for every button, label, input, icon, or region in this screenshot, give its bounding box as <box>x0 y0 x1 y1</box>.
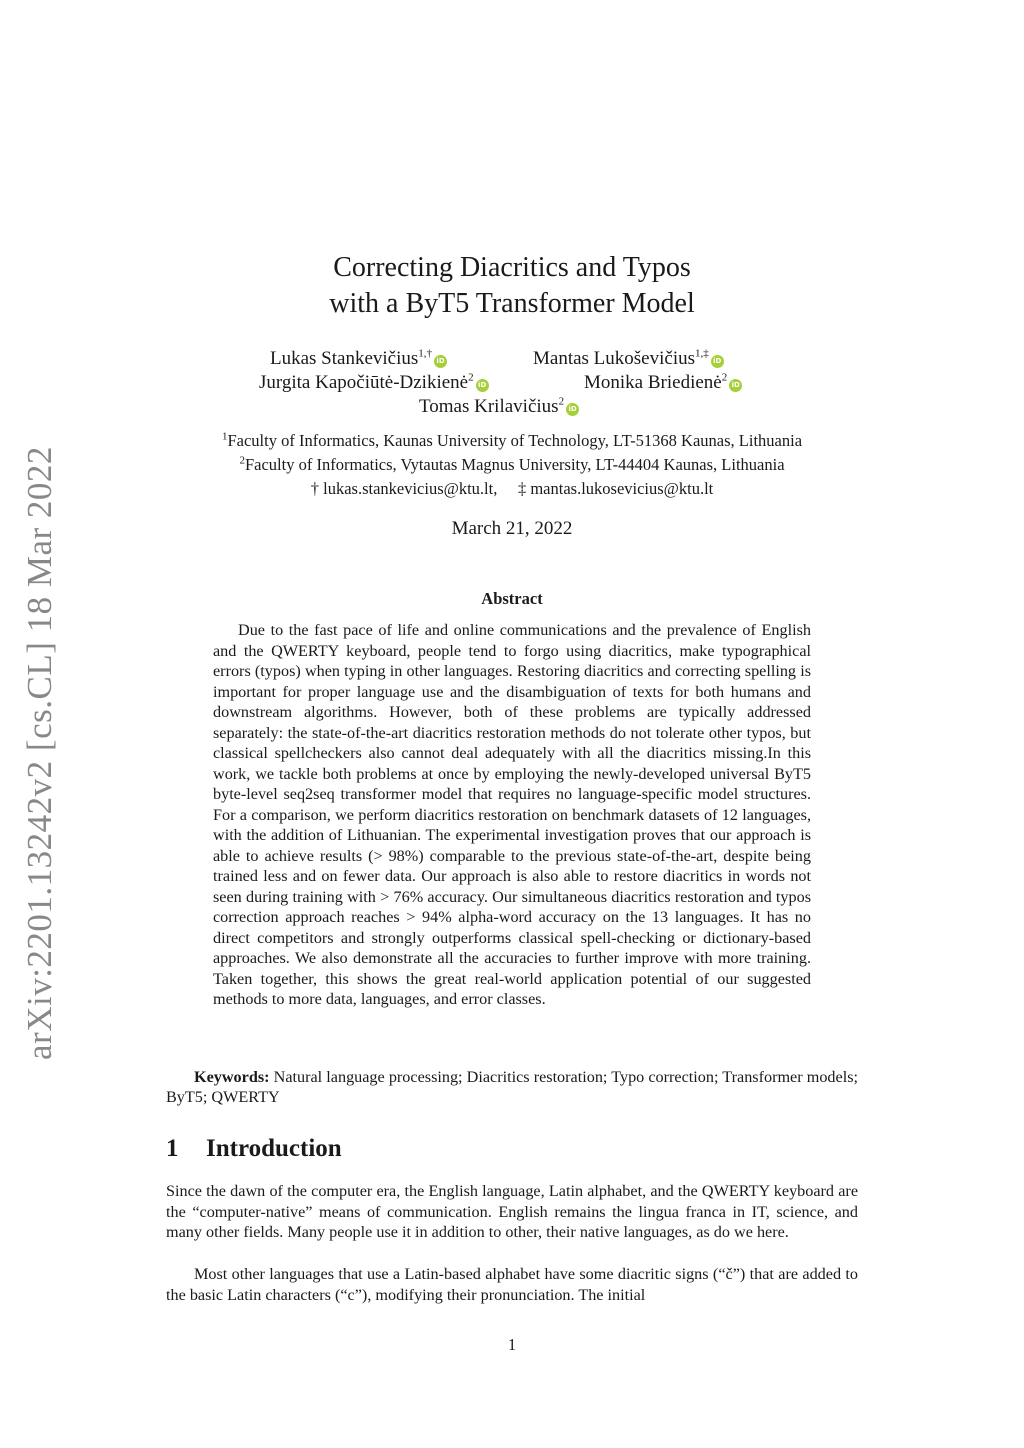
intro-paragraph-2: Most other languages that use a Latin-based alphabet have some diacritic signs (“č”) that are added to the basic Latin characters (“c”), modifying their pronunciation. The initial <box>166 1265 858 1304</box>
section-heading <box>166 1135 342 1163</box>
author-4 <box>584 372 742 394</box>
author-2 <box>533 348 724 370</box>
title-line-1: Correcting Diacritics and Typos <box>333 252 691 283</box>
keywords-label: Keywords: <box>194 1068 270 1086</box>
orcid-icon[interactable]: iD <box>729 379 742 392</box>
orcid-icon[interactable]: iD <box>711 355 724 368</box>
affiliation-1 <box>0 431 1024 451</box>
keywords <box>166 1067 858 1107</box>
email-link-2[interactable]: mantas.lukosevicius@ktu.lt <box>530 479 714 498</box>
section-title: Introduction <box>206 1135 342 1162</box>
author-name: Lukas Stankevičius <box>270 348 419 369</box>
author-name: Mantas Lukoševičius <box>533 348 696 369</box>
author-1 <box>270 348 447 370</box>
orcid-icon[interactable]: iD <box>476 379 489 392</box>
orcid-icon[interactable]: iD <box>566 403 579 416</box>
affiliation-sup: 2 <box>239 454 245 467</box>
author-name: Monika Briedienė <box>584 372 722 393</box>
author-sup: 2 <box>468 371 474 384</box>
author-name: Jurgita Kapočiūtė-Dzikienė <box>259 372 469 393</box>
paper-date: March 21, 2022 <box>451 518 573 539</box>
author-sup: 1,† <box>418 347 433 360</box>
author-sup: 2 <box>721 371 728 384</box>
affiliation-2 <box>0 455 1024 475</box>
section-number: 1 <box>166 1135 179 1162</box>
title-line-2: with a ByT5 Transformer Model <box>329 288 695 319</box>
keywords-text: Natural language processing; Diacritics restoration; Typo correction; Transformer models; ByT5; QWERTY <box>166 1068 858 1106</box>
orcid-icon[interactable]: iD <box>434 355 447 368</box>
affiliation-text: Faculty of Informatics, Kaunas University of Technology, LT-51368 Kaunas, Lithuania <box>227 431 803 450</box>
page-number: 1 <box>507 1335 517 1354</box>
email-line <box>0 479 1024 499</box>
arxiv-stamp-text: arXiv:2201.13242v2 [cs.CL] 18 Mar 2022 <box>20 446 59 1060</box>
author-name: Tomas Krilavičius <box>419 396 559 417</box>
abstract-heading: Abstract <box>481 589 543 608</box>
dagger-mark: † <box>310 479 319 498</box>
author-sup: 1,‡ <box>695 347 709 360</box>
affiliation-text: Faculty of Informatics, Vytautas Magnus University, LT-44404 Kaunas, Lithuania <box>244 455 785 474</box>
paper-title <box>0 250 1024 322</box>
double-dagger-mark: ‡ <box>517 479 527 498</box>
email-link-1[interactable]: lukas.stankevicius@ktu.lt, <box>323 479 498 498</box>
affiliation-sup: 1 <box>221 430 228 443</box>
author-5 <box>419 396 579 418</box>
intro-paragraph-1: Since the dawn of the computer era, the English language, Latin alphabet, and the QWERTY keyboard are the “computer-native” means of communication. English remains the lingua franca in IT, science, and many other fields. Many people use it in addition to other, their native languages, as do we here. <box>166 1182 858 1241</box>
abstract-body: Due to the fast pace of life and online communications and the prevalence of English and the QWERTY keyboard, people tend to forgo using diacritics, make typographical errors (typos) when typing in other languages. Restoring diacritics and correcting spelling is important for proper language use and the disambiguation of texts for both humans and downstream algorithms. However, both of these problems are typically addressed separately: the state-of-the-art diacritics restoration methods do not tolerate other typos, but classical spellcheckers also cannot deal adequately with all the diacritics missing.In this work, we tackle both problems at once by employing the newly-developed universal ByT5 byte-level seq2seq transformer model that requires no language-specific model structures. For a comparison, we perform diacritics restoration on benchmark datasets of 12 languages, with the addition of Lithuanian. The experimental investigation proves that our approach is able to achieve results (> 98%) comparable to the previous state-of-the-art, despite being trained less and on fewer data. Our approach is also able to restore diacritics in words not seen during training with > 76% accuracy. Our simultaneous diacritics restoration and typos correction approach reaches > 94% alpha-word accuracy on the 13 languages. It has no direct competitors and strongly outperforms classical spell-checking or dictionary-based approaches. We also demonstrate all the accuracies to further improve with more training. Taken together, this shows the great real-world application potential of our suggested methods to more data, languages, and error classes. <box>213 621 811 1008</box>
author-sup: 2 <box>558 395 565 408</box>
author-3 <box>259 372 489 394</box>
